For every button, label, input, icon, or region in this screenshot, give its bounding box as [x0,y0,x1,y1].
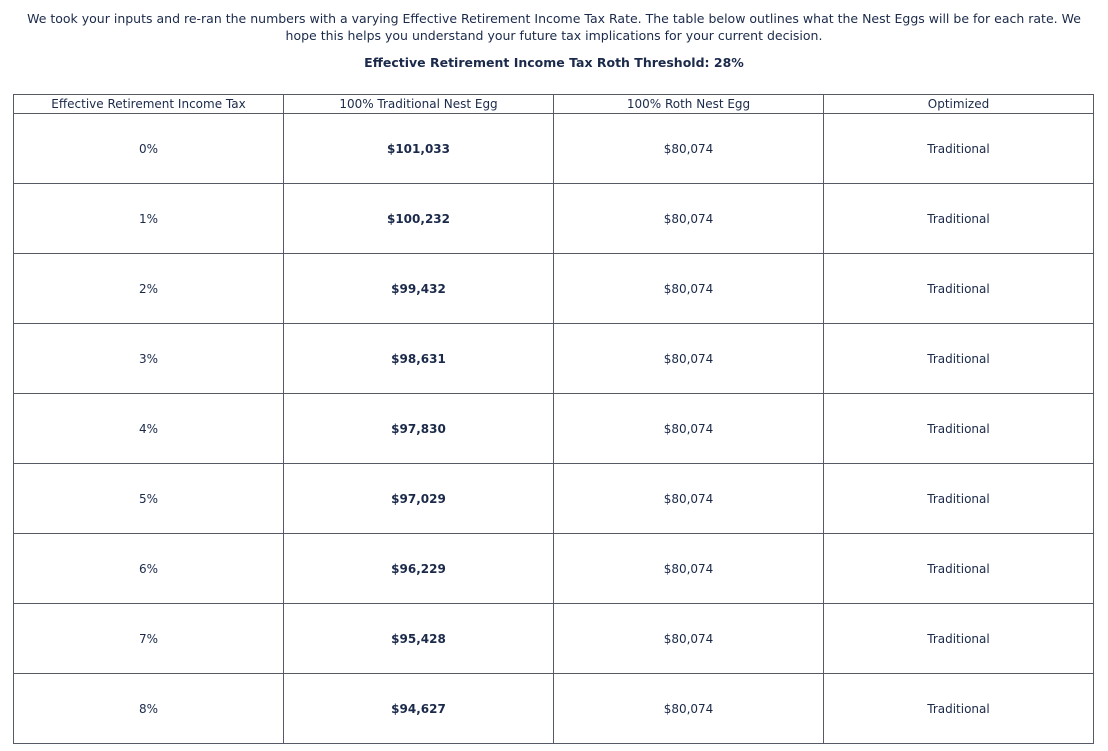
header-traditional: 100% Traditional Nest Egg [284,95,554,114]
cell-tax: 5% [14,464,284,534]
intro-text: We took your inputs and re-ran the numbers with a varying Effective Retirement Income Tax Rate. The table below outlines what the Nest Eggs will be for each rate. We hope this helps you understand your future tax implications for your current decision. [27,11,1081,43]
table-row [14,324,1094,394]
cell-traditional: $97,830 [284,394,554,464]
cell-roth: $80,074 [554,254,824,324]
cell-traditional: $98,631 [284,324,554,394]
cell-tax: 6% [14,534,284,604]
cell-tax: 3% [14,324,284,394]
cell-tax: 1% [14,184,284,254]
cell-optimized: Traditional [824,184,1094,254]
cell-tax: 0% [14,114,284,184]
cell-roth: $80,074 [554,114,824,184]
cell-roth: $80,074 [554,324,824,394]
cell-optimized: Traditional [824,604,1094,674]
table-row [14,674,1094,744]
cell-optimized: Traditional [824,464,1094,534]
roth-threshold: Effective Retirement Income Tax Roth Threshold: 28% [364,55,744,70]
table-row [14,394,1094,464]
cell-traditional: $99,432 [284,254,554,324]
cell-roth: $80,074 [554,184,824,254]
cell-traditional: $101,033 [284,114,554,184]
cell-optimized: Traditional [824,324,1094,394]
cell-optimized: Traditional [824,394,1094,464]
table-header-row [14,95,1094,114]
header-optimized: Optimized [824,95,1094,114]
cell-tax: 4% [14,394,284,464]
table-row [14,254,1094,324]
cell-optimized: Traditional [824,254,1094,324]
cell-roth: $80,074 [554,674,824,744]
cell-tax: 7% [14,604,284,674]
header-tax: Effective Retirement Income Tax [14,95,284,114]
cell-traditional: $100,232 [284,184,554,254]
header-roth: 100% Roth Nest Egg [554,95,824,114]
cell-tax: 8% [14,674,284,744]
cell-roth: $80,074 [554,604,824,674]
table-row [14,184,1094,254]
cell-optimized: Traditional [824,534,1094,604]
cell-tax: 2% [14,254,284,324]
cell-roth: $80,074 [554,464,824,534]
table-row [14,114,1094,184]
table-row [14,464,1094,534]
nest-egg-table [13,94,1094,744]
cell-traditional: $96,229 [284,534,554,604]
cell-optimized: Traditional [824,674,1094,744]
cell-roth: $80,074 [554,534,824,604]
cell-optimized: Traditional [824,114,1094,184]
table-row [14,604,1094,674]
cell-traditional: $97,029 [284,464,554,534]
cell-roth: $80,074 [554,394,824,464]
cell-traditional: $94,627 [284,674,554,744]
cell-traditional: $95,428 [284,604,554,674]
table-row [14,534,1094,604]
